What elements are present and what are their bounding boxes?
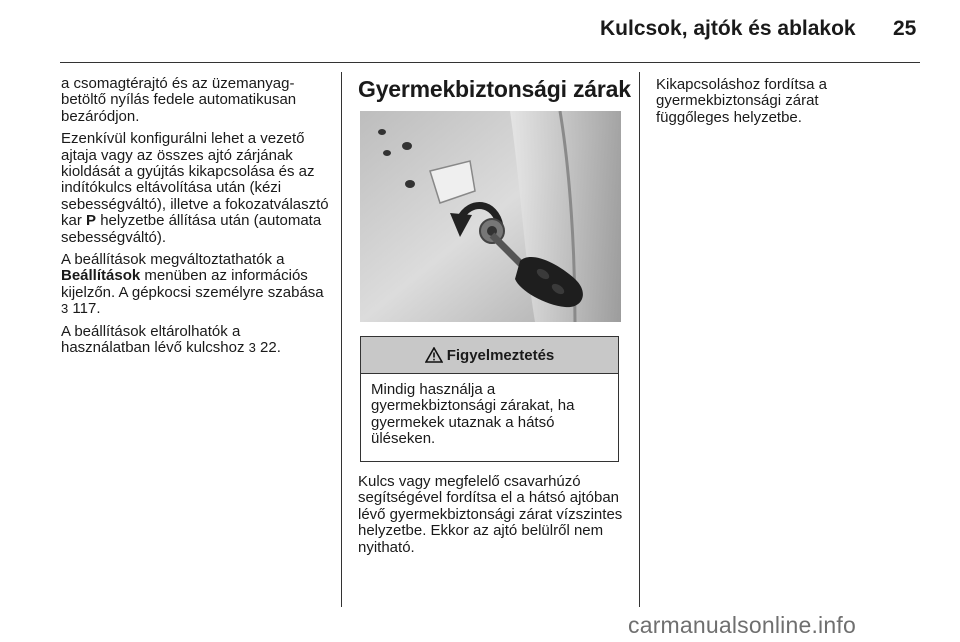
warning-box (360, 336, 619, 462)
paragraph-4 (61, 324, 329, 357)
warning-triangle-icon (425, 347, 443, 363)
reference-arrow-icon: 3 (61, 301, 69, 317)
header-title: Kulcsok, ajtók és ablakok (600, 17, 856, 40)
left-column (61, 76, 329, 363)
page-number: 25 (893, 17, 917, 40)
right-paragraph: Kikapcsoláshoz fordítsa a gyermekbiztonsági zárat függőleges helyzetbe. (656, 76, 827, 126)
section-title: Gyermekbiztonsági zárak (358, 76, 631, 102)
middle-paragraph: Kulcs vagy megfelelő csavarhúzó segítségével fordítsa el a hátsó ajtóban lévő gyermekbiztonsági zárat vízszintes helyzetbe. Ekkor az ajtó belülről nem nyitható. (358, 473, 623, 556)
warning-header (361, 337, 618, 374)
gear-position-p: P (86, 212, 97, 230)
page-reference-117[interactable]: 117. (72, 300, 101, 318)
door-lock-key-photo (360, 111, 621, 322)
paragraph-1: a csomagtérajtó és az üzemanyag-betöltő nyílás fedele automatikusan bezáródjon. (61, 75, 297, 125)
warning-title: Figyelmeztetés (446, 346, 555, 364)
paragraph-3-start: A beállítások megváltoztathatók a (61, 251, 285, 269)
reference-arrow-icon: 3 (248, 340, 256, 356)
page-reference-22[interactable]: 22. (260, 339, 281, 357)
settings-menu-term: Beállítások (61, 267, 141, 285)
paragraph-2 (61, 131, 329, 246)
paragraph-4-start: A beállítások eltárolhatók a használatban lévő kulcshoz (61, 322, 249, 357)
paragraph-3 (61, 252, 329, 318)
paragraph-3-mid: menüben az információs kijelzőn. A gépkocsi személyre szabása (61, 267, 324, 301)
watermark: carmanualsonline.info (628, 612, 856, 638)
header-rule (60, 62, 920, 63)
paragraph-2-tail: helyzetbe állítása után (automata sebességváltó). (61, 212, 322, 246)
paragraph-2-text: Ezenkívül konfigurálni lehet a vezető ajtaja vagy az összes ajtó zárjának kioldását a gyújtás kikapcsolása és az indítókulcs eltávolítása után (kézi sebességváltó), illetve a fokozatválasztó kar (61, 130, 329, 230)
photo-illustration (360, 111, 621, 322)
column-divider-left (341, 72, 342, 607)
warning-body: Mindig használja a gyermekbiztonsági zárakat, ha gyermekek utaznak a hátsó üléseken. (371, 381, 575, 448)
column-divider-right (639, 72, 640, 607)
